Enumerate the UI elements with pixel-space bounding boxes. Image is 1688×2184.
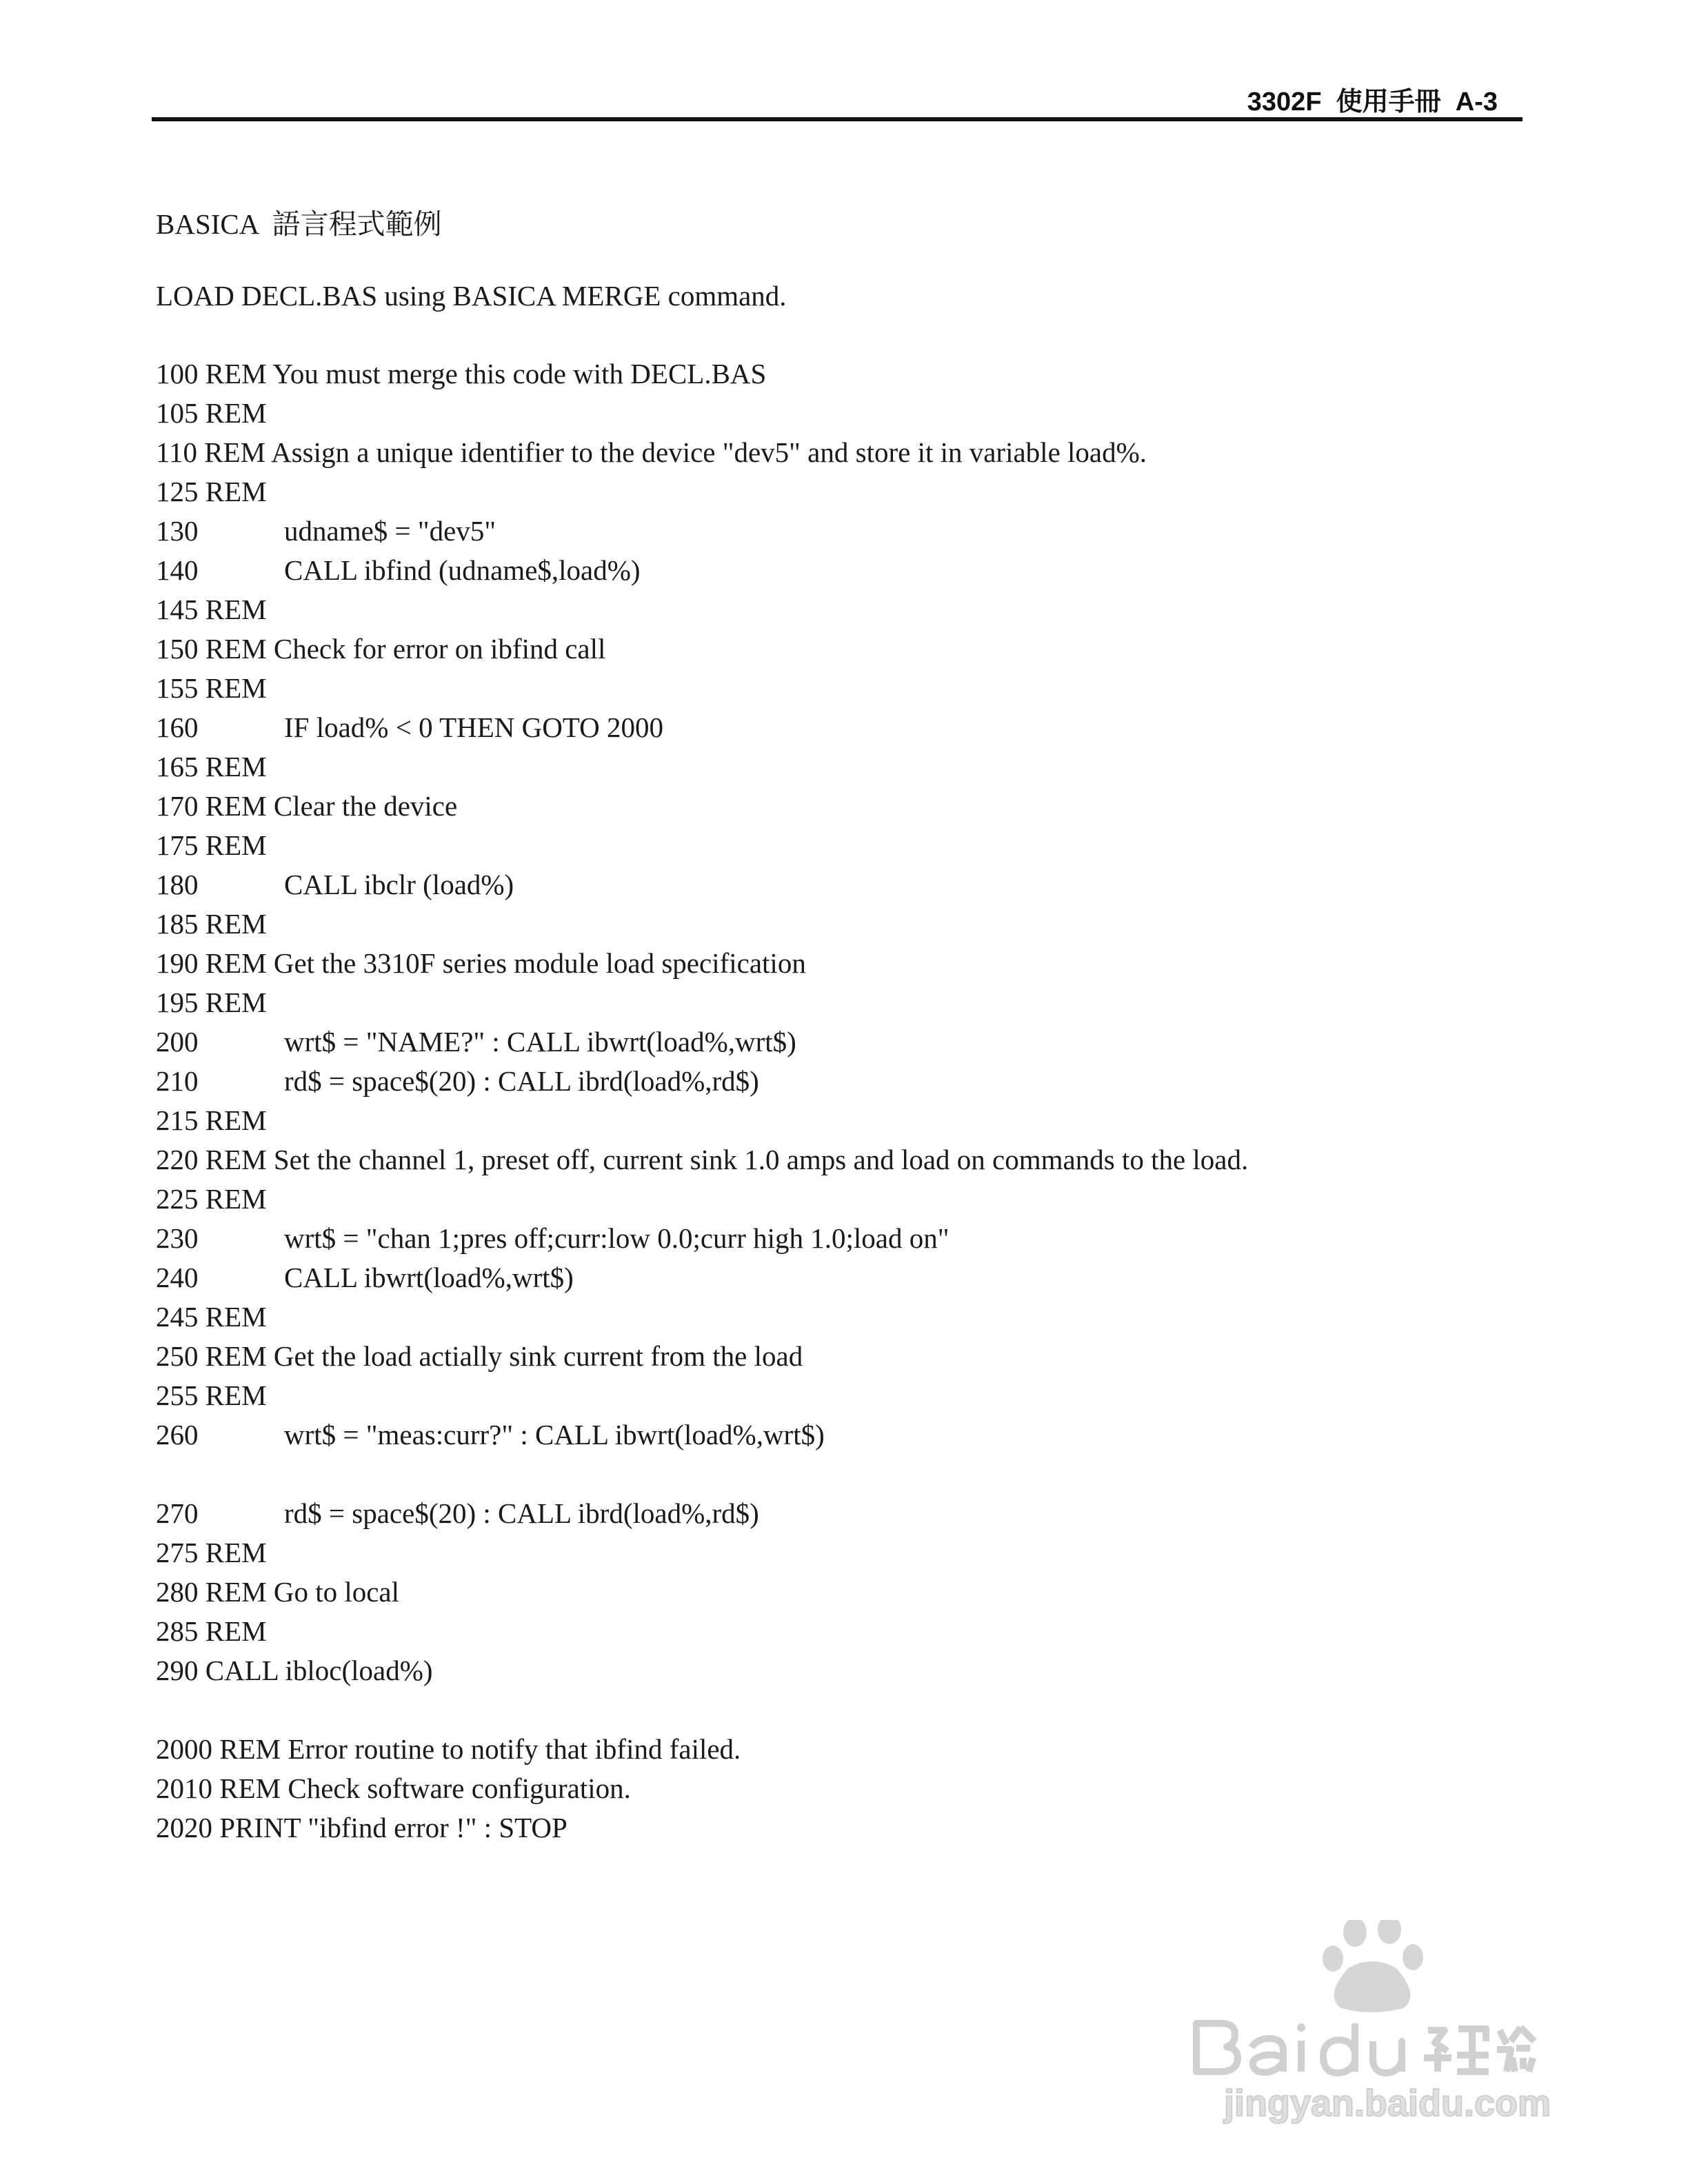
line-number: 105: [156, 397, 199, 429]
line-number: 125: [156, 476, 199, 507]
line-number: 280: [156, 1576, 199, 1608]
line-number: 230: [156, 1222, 199, 1254]
line-number: 160: [156, 711, 199, 743]
code-line: [156, 554, 641, 587]
code-line: [156, 475, 267, 508]
code-line: [156, 1811, 567, 1844]
line-number: 100: [156, 358, 199, 390]
line-number: 175: [156, 829, 199, 861]
header-text: 3302F 使用手冊 A-3: [1247, 88, 1498, 117]
code-line: [156, 1732, 741, 1766]
line-statement: REM: [205, 672, 267, 704]
code-line: [156, 396, 267, 429]
line-number: 130: [156, 515, 199, 547]
line-number: 140: [156, 554, 199, 586]
line-number: 220: [156, 1144, 199, 1175]
line-statement: wrt$ = "NAME?" : CALL ibwrt(load%,wrt$): [284, 1026, 796, 1058]
line-number: 245: [156, 1301, 199, 1333]
watermark-brand: [1196, 2023, 1534, 2073]
line-number: 250: [156, 1340, 199, 1372]
line-statement: REM: [205, 476, 267, 507]
paw-icon: [1323, 1920, 1423, 2012]
line-number: 165: [156, 751, 199, 782]
code-line: [156, 1339, 803, 1373]
line-number: 180: [156, 869, 199, 900]
code-line: [156, 868, 514, 901]
line-statement: REM: [205, 1537, 267, 1568]
line-statement: REM Assign a unique identifier to the device "dev5" and store it in variable load%.: [204, 436, 1147, 468]
code-line: [156, 1104, 267, 1137]
code-line: [156, 593, 267, 626]
code-line: [156, 1261, 574, 1294]
code-line: [156, 986, 267, 1019]
line-number: 155: [156, 672, 199, 704]
line-statement: REM: [205, 751, 267, 782]
code-line: [156, 1143, 1248, 1176]
code-line: [156, 1182, 267, 1215]
line-statement: REM Get the 3310F series module load specification: [205, 947, 806, 979]
line-statement: REM: [205, 908, 267, 940]
line-statement: REM Set the channel 1, preset off, current sink 1.0 amps and load on commands to the load.: [205, 1144, 1249, 1175]
line-statement: CALL ibfind (udname$,load%): [284, 554, 641, 586]
code-line: [156, 1536, 267, 1569]
line-statement: REM: [205, 1301, 267, 1333]
code-line: [156, 789, 457, 822]
line-statement: REM Check software configuration.: [219, 1772, 631, 1804]
code-line: [156, 1772, 631, 1805]
code-line: [156, 1300, 267, 1333]
line-number: 150: [156, 633, 199, 665]
line-statement: CALL ibclr (load%): [284, 869, 514, 900]
line-statement: REM: [205, 829, 267, 861]
code-line: [156, 907, 267, 940]
line-statement: PRINT "ibfind error !" : STOP: [219, 1812, 567, 1843]
line-number: 2020: [156, 1812, 212, 1843]
page-header: [152, 76, 1523, 121]
line-number: 185: [156, 908, 199, 940]
code-line: [156, 514, 496, 547]
watermark-url: jingyan.baidu.com: [1224, 2083, 1551, 2124]
line-number: 210: [156, 1065, 199, 1097]
section-title: BASICA 語言程式範例: [156, 208, 442, 240]
line-number: 260: [156, 1419, 199, 1450]
line-statement: IF load% < 0 THEN GOTO 2000: [284, 711, 664, 743]
code-line: [156, 750, 267, 783]
line-statement: REM: [205, 987, 267, 1018]
line-statement: REM Go to local: [205, 1576, 400, 1608]
line-number: 195: [156, 987, 199, 1018]
line-number: 170: [156, 790, 199, 822]
code-line: [156, 1379, 267, 1412]
line-statement: REM: [205, 1104, 267, 1136]
line-statement: wrt$ = "meas:curr?" : CALL ibwrt(load%,wrt$): [284, 1419, 825, 1450]
line-statement: REM Get the load actially sink current from the load: [205, 1340, 803, 1372]
code-line: [156, 711, 663, 744]
code-line: [156, 357, 766, 390]
line-statement: CALL ibloc(load%): [205, 1655, 433, 1686]
line-number: 200: [156, 1026, 199, 1058]
code-line: [156, 1025, 796, 1058]
line-statement: REM: [205, 594, 267, 625]
code-line: [156, 1222, 949, 1255]
line-statement: REM Check for error on ibfind call: [205, 633, 606, 665]
baidu-watermark: [1183, 1920, 1582, 2127]
intro-text: LOAD DECL.BAS using BASICA MERGE command.: [156, 280, 787, 312]
code-line: [156, 947, 806, 980]
line-number: 2000: [156, 1733, 212, 1765]
code-line: [156, 1497, 759, 1530]
line-number: 255: [156, 1379, 199, 1411]
code-line: [156, 829, 267, 862]
line-number: 215: [156, 1104, 199, 1136]
code-line: [156, 436, 1147, 469]
line-statement: REM: [205, 397, 267, 429]
code-line: [156, 1575, 399, 1608]
code-line: [156, 1418, 825, 1451]
line-statement: REM Clear the device: [205, 790, 458, 822]
code-line: [156, 1064, 759, 1098]
line-statement: CALL ibwrt(load%,wrt$): [284, 1262, 574, 1293]
line-number: 285: [156, 1615, 199, 1647]
line-statement: REM: [205, 1379, 267, 1411]
code-line: [156, 1654, 433, 1687]
line-statement: REM You must merge this code with DECL.BAS: [205, 358, 767, 390]
code-line: [156, 671, 267, 705]
line-number: 2010: [156, 1772, 212, 1804]
line-number: 240: [156, 1262, 199, 1293]
line-number: 145: [156, 594, 199, 625]
code-line: [156, 1615, 267, 1648]
code-line: [156, 632, 605, 665]
line-statement: rd$ = space$(20) : CALL ibrd(load%,rd$): [284, 1497, 759, 1529]
line-statement: wrt$ = "chan 1;pres off;curr:low 0.0;curr high 1.0;load on": [284, 1222, 950, 1254]
line-statement: rd$ = space$(20) : CALL ibrd(load%,rd$): [284, 1065, 759, 1097]
line-statement: REM: [205, 1183, 267, 1215]
line-number: 275: [156, 1537, 199, 1568]
line-number: 190: [156, 947, 199, 979]
line-statement: REM Error routine to notify that ibfind failed.: [219, 1733, 741, 1765]
line-number: 110: [156, 436, 197, 468]
line-number: 225: [156, 1183, 199, 1215]
line-statement: REM: [205, 1615, 267, 1647]
line-statement: udname$ = "dev5": [284, 515, 496, 547]
line-number: 290: [156, 1655, 199, 1686]
line-number: 270: [156, 1497, 199, 1529]
